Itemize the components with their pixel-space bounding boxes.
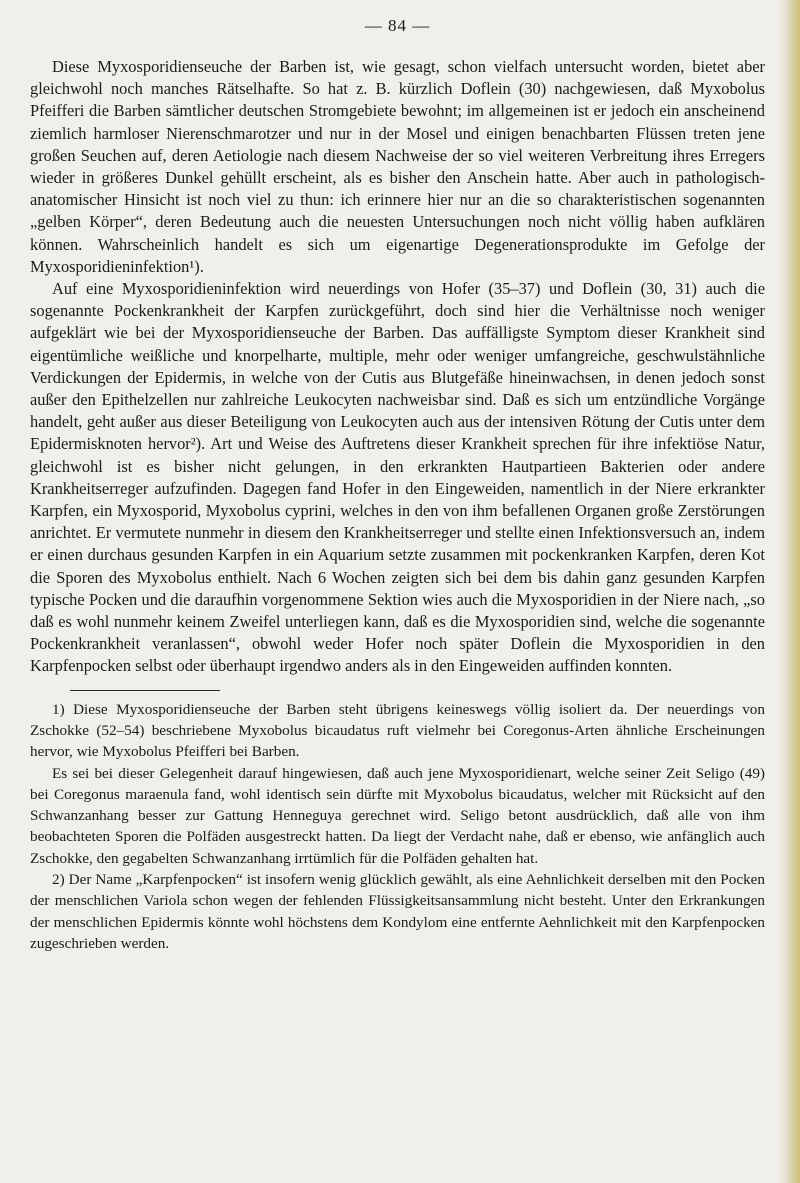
- book-page: [30, 8, 765, 1178]
- footnote: Es sei bei dieser Gelegenheit darauf hingewiesen, daß auch jene Myxosporidienart, welche seiner Zeit Seligo (49) bei Coregonus maraenula fand, wohl identisch sein dürfte mit Myxobolus bicaudatus, welcher mit Rücksicht auf den Schwanzanhang besser zur Gattung Henneguya gerechnet wird. Seligo betont ausdrücklich, daß alle von ihm beobachteten Sporen die Polfäden ausgestreckt hatten. Da liegt der Verdacht nahe, daß er ebenso, wie anfänglich auch Zschokke, den gegabelten Schwanzanhang irrtümlich für die Polfäden gehalten hat.: [30, 764, 765, 867]
- footnotes: [30, 699, 765, 955]
- footnote: 2) Der Name „Karpfenpocken“ ist insofern wenig glücklich gewählt, als eine Aehnlichkeit derselben mit den Pocken der menschlichen Variola schon wegen der fehlenden Flüssigkeitsansammlung nicht besteht. Unter den Erkrankungen der menschlichen Epidermis könnte wohl höchstens dem Kondylom eine entfernte Aehnlichkeit mit den Karpfenpocken zugeschrieben werden.: [30, 871, 765, 952]
- paragraph: Diese Myxosporidienseuche der Barben ist, wie gesagt, schon vielfach untersucht worden, bietet aber gleichwohl noch manches Rätselhafte. So hat z. B. kürzlich Doflein (30) nachgewiesen, daß Myxobolus Pfeifferi die Barben sämtlicher deutschen Stromgebiete bewohnt; im allgemeinen ist er jedoch ein anscheinend ziemlich harmloser Nierenschmarotzer und nur in der Mosel und einigen benachbarten Flüssen treten jene großen Seuchen auf, deren Aetiologie nach diesem Nachweise der so viel weiteren Verbreitung ihres Erregers wieder in größeres Dunkel gehüllt erscheint, als es bisher den Anschein hatte. Aber auch in pathologisch-anatomischer Hinsicht ist noch viel zu thun: ich erinnere hier nur an die so charakteristischen sogenannten „gelben Körper“, deren Bedeutung auch die neuesten Untersuchungen noch nicht völlig haben aufklären können. Wahrscheinlich handelt es sich um eigenartige Degenerationsprodukte im Gefolge der Myxosporidieninfektion¹).: [30, 57, 765, 276]
- footnote: 1) Diese Myxosporidienseuche der Barben steht übrigens keineswegs völlig isoliert da. Der neuerdings von Zschokke (52–54) beschriebene Myxobolus bicaudatus ruft vielmehr bei Coregonus-Arten ähnliche Erscheinungen hervor, wie Myxobolus Pfeifferi bei Barben.: [30, 700, 765, 761]
- footnote-divider: [70, 690, 220, 691]
- page-number: — 84 —: [364, 16, 431, 35]
- paragraph: Auf eine Myxosporidieninfektion wird neuerdings von Hofer (35–37) und Doflein (30, 31) auch die sogenannte Pockenkrankheit der Karpfen zurückgeführt, doch sind hier die Verhältnisse noch weniger aufgeklärt wie bei der Myxosporidienseuche der Barben. Das auffälligste Symptom dieser Krankheit sind eigentümliche weißliche und knorpelharte, multiple, mehr oder weniger umfangreiche, geschwulstähnliche Verdickungen der Epidermis, in welche von der Cutis aus Blutgefäße hineinwachsen, in denen jedoch sonst außer den Epithelzellen nur zahlreiche Leukocyten nachweisbar sind. Daß es sich um entzündliche Vorgänge handelt, geht außer aus dieser Beteiligung von Leukocyten auch aus der intensiven Rötung der Cutis unter dem Epidermisknoten hervor²). Art und Weise des Auftretens dieser Krankheit sprechen für ihre infektiöse Natur, gleichwohl ist es bisher nicht gelungen, in den erkrankten Hautpartieen Bakterien oder andere Krankheitserreger aufzufinden. Dagegen fand Hofer in den Eingeweiden, namentlich in der Niere erkrankter Karpfen, ein Myxosporid, Myxobolus cyprini, welches in den von ihm befallenen Organen große Zerstörungen anrichtet. Er vermutete nunmehr in diesem den Krankheitserreger und stellte einen Infektionsversuch an, indem er einen durchaus gesunden Karpfen in ein Aquarium setzte zusammen mit pockenkranken Karpfen, deren Kot die Sporen des Myxobolus enthielt. Nach 6 Wochen zeigten sich bei dem bis dahin ganz gesunden Karpfen typische Pocken und die daraufhin vorgenommene Sektion wies auch die Myxosporidien in der Niere nach, „so daß es wohl nunmehr keinem Zweifel unterliegen kann, daß es die Myxosporidien sind, welche die sogenannte Pockenkrankheit veranlassen“, obwohl weder Hofer noch später Doflein die Myxosporidien in den Karpfenpocken selbst oder überhaupt irgendwo anders als in den Eingeweiden auffinden konnten.: [30, 279, 765, 676]
- page-edge: [778, 0, 800, 1183]
- main-text: [30, 56, 765, 678]
